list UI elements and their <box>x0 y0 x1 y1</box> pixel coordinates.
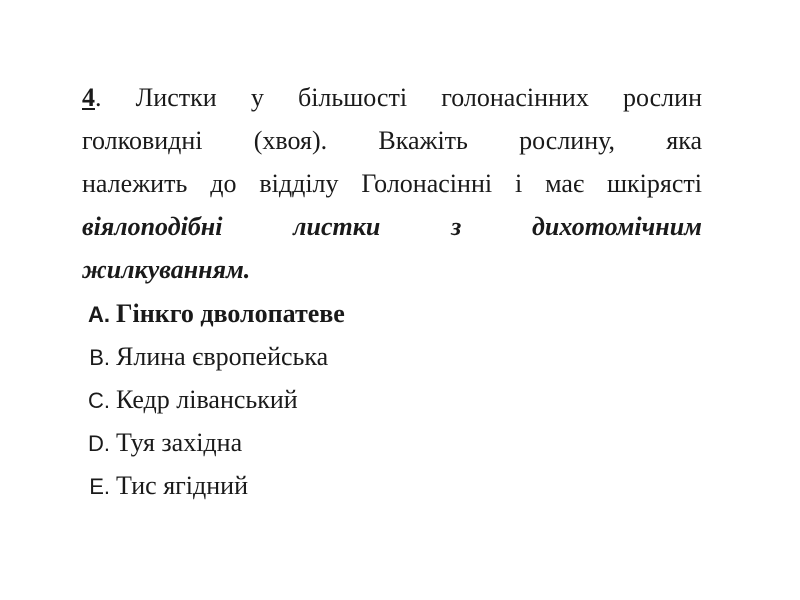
question-text <box>82 76 702 291</box>
answer-options <box>50 292 345 507</box>
option-text: Ялина європейська <box>116 342 329 371</box>
option-a[interactable] <box>50 292 345 335</box>
question-emphasis: жилкуванням. <box>82 255 251 284</box>
question-emphasis: віялоподібні листки з дихотомічним <box>82 212 702 241</box>
question-line: голковидні (хвоя). Вкажіть рослину, яка <box>82 126 702 155</box>
option-letter: C. <box>88 388 110 413</box>
option-d[interactable] <box>50 421 345 464</box>
option-b[interactable] <box>50 335 345 378</box>
option-letter: B. <box>89 345 110 370</box>
option-letter: D. <box>88 431 110 456</box>
question-line: належить до відділу Голонасінні і має шкірясті <box>82 169 702 198</box>
option-letter: A. <box>88 302 110 327</box>
option-text: Гінкго дволопатеве <box>116 299 345 328</box>
option-text: Туя західна <box>116 428 243 457</box>
option-text: Кедр ліванський <box>116 385 298 414</box>
option-c[interactable] <box>50 378 345 421</box>
option-text: Тис ягідний <box>116 471 249 500</box>
option-e[interactable] <box>50 464 345 507</box>
question-line <box>82 76 702 119</box>
question-text-part: . Листки у більшості голонасінних рослин <box>95 83 702 112</box>
question-number: 4 <box>82 83 95 112</box>
option-letter: E. <box>89 474 110 499</box>
